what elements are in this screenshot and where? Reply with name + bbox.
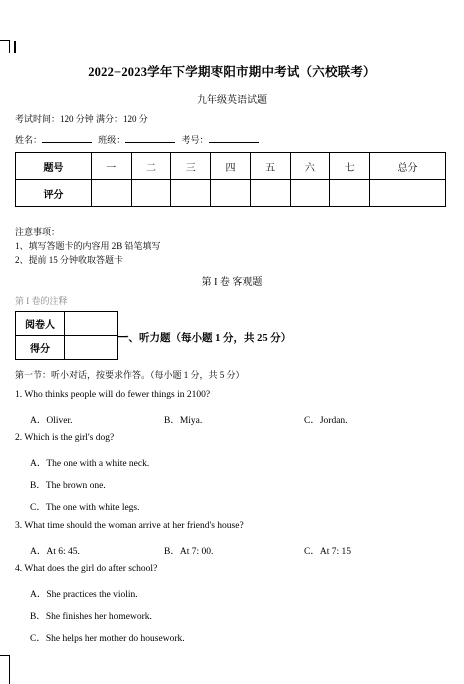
name-field[interactable]: [42, 134, 92, 143]
score-header-cell: 二: [131, 153, 171, 180]
question-option[interactable]: B．The brown one.: [30, 481, 106, 491]
score-cell[interactable]: [250, 180, 290, 207]
question-option[interactable]: B．At 7: 00.: [164, 547, 214, 557]
question-stem: 2. Which is the girl's dog?: [15, 433, 115, 443]
score-cell[interactable]: [290, 180, 330, 207]
corner-mark-bottom-left: [9, 655, 10, 684]
question-option[interactable]: A．At 6: 45.: [30, 547, 80, 557]
section-heading: 一、听力题（每小题 1 分，共 25 分）: [118, 333, 292, 344]
option-text: B．Miya.: [164, 416, 203, 426]
score-cell[interactable]: [330, 180, 370, 207]
volume-title: 第 I 卷 客观题: [201, 277, 263, 288]
cursor-mark: [14, 41, 16, 53]
question-option[interactable]: A．She practices the violin.: [30, 590, 138, 600]
grader-row: [16, 312, 118, 336]
id-label: 考号：: [181, 135, 209, 145]
student-info-line: [15, 133, 259, 146]
score-table: [15, 152, 446, 207]
question-option[interactable]: A．Oliver.: [30, 416, 73, 426]
score-label: 得分: [16, 336, 65, 360]
exam-time-score: 考试时间：120 分钟 满分：120 分: [15, 114, 148, 124]
corner-mark-top-left: [9, 40, 10, 53]
score-header-cell: 五: [250, 153, 290, 180]
question-option[interactable]: A．The one with a white neck.: [30, 459, 150, 469]
score-header-cell: 六: [290, 153, 330, 180]
notes-item: 2、提前 15 分钟收取答题卡: [15, 255, 124, 265]
score-box-cell[interactable]: [65, 336, 118, 360]
grader-table: [15, 311, 118, 360]
score-cell[interactable]: [370, 180, 446, 207]
score-table-score-row: [16, 180, 446, 207]
class-label: 班级：: [98, 135, 126, 145]
exam-title: 2022−2023学年下学期枣阳市期中考试（六校联考）: [88, 65, 376, 79]
score-header-cell: 四: [211, 153, 251, 180]
score-cell[interactable]: [131, 180, 171, 207]
score-header-cell: 三: [171, 153, 211, 180]
question-option[interactable]: C．She helps her mother do housework.: [30, 634, 185, 644]
question-stem: 1. Who thinks people will do fewer things in 2100?: [15, 390, 211, 400]
question-option[interactable]: B．She finishes her homework.: [30, 612, 152, 622]
score-header-cell: 七: [330, 153, 370, 180]
score-header-cell: 总分: [370, 153, 446, 180]
volume-annotation: 第 I 卷的注释: [15, 296, 68, 306]
score-header-cell: 一: [91, 153, 131, 180]
name-label: 姓名：: [15, 135, 43, 145]
exam-subtitle: 九年级英语试题: [197, 95, 267, 106]
corner-mark-top-left-h: [0, 40, 9, 41]
reviewer-cell[interactable]: [65, 312, 118, 336]
notes-item: 1、填写答题卡的内容用 2B 铅笔填写: [15, 241, 161, 251]
score-header-cell: 题号: [16, 153, 92, 180]
question-stem: 4. What does the girl do after school?: [15, 564, 158, 574]
score-table-header-row: [16, 153, 446, 180]
id-field[interactable]: [209, 134, 259, 143]
part-instruction: 第一节：听小对话，按要求作答。（每小题 1 分，共 5 分）: [15, 370, 245, 380]
question-option[interactable]: [164, 412, 202, 426]
corner-mark-bottom-left-h: [0, 655, 9, 656]
notes-title: 注意事项：: [15, 227, 61, 237]
grader-row: [16, 336, 118, 360]
question-option[interactable]: C．Jordan.: [304, 416, 348, 426]
class-field[interactable]: [125, 134, 175, 143]
question-option[interactable]: C．The one with white legs.: [30, 503, 140, 513]
score-cell[interactable]: [211, 180, 251, 207]
score-cell[interactable]: [91, 180, 131, 207]
score-row-label: 评分: [16, 180, 92, 207]
reviewer-label: 阅卷人: [16, 312, 65, 336]
score-cell[interactable]: [171, 180, 211, 207]
question-option[interactable]: C．At 7: 15: [304, 547, 351, 557]
question-stem: 3. What time should the woman arrive at her friend's house?: [15, 521, 244, 531]
